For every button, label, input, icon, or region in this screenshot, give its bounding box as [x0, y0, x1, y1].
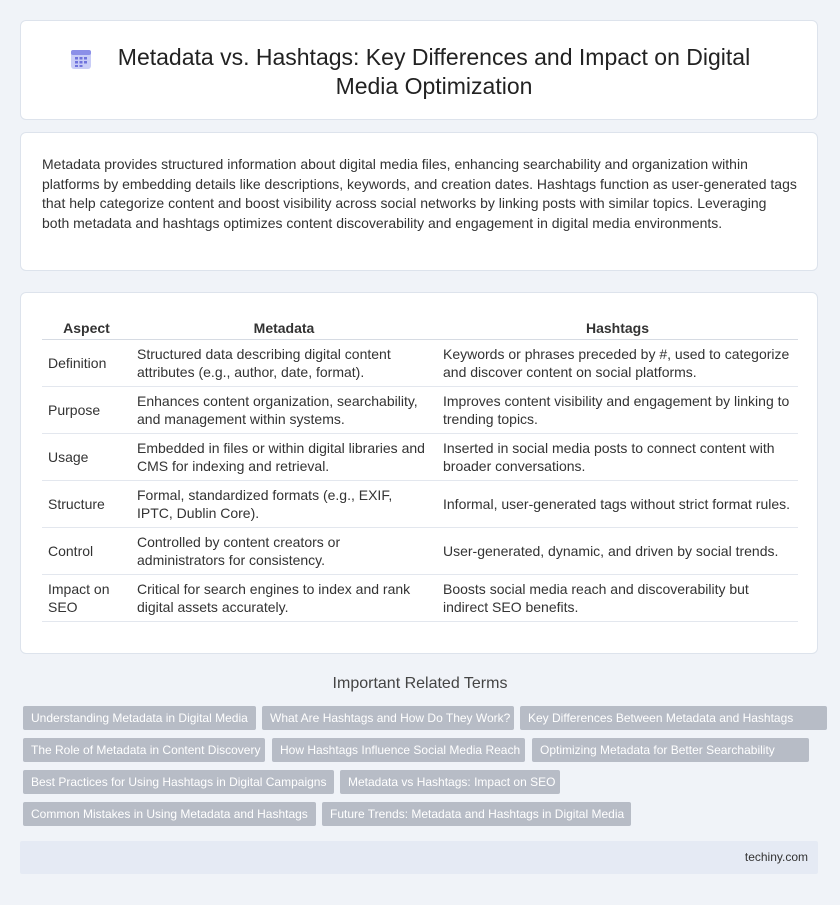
- cell-aspect: Control: [42, 528, 131, 575]
- page-title: Metadata vs. Hashtags: Key Differences and Impact on Digital Media Optimization: [117, 44, 751, 99]
- footer: [20, 841, 818, 874]
- cell-hashtags: Inserted in social media posts to connect content with broader conversations.: [437, 434, 798, 481]
- table-row: [42, 481, 798, 528]
- related-tag[interactable]: Key Differences Between Metadata and Hashtags: [520, 706, 827, 730]
- related-tag[interactable]: Metadata vs Hashtags: Impact on SEO: [340, 770, 560, 794]
- related-tag[interactable]: How Hashtags Influence Social Media Reach: [272, 738, 525, 762]
- cell-metadata: Enhances content organization, searchability, and management within systems.: [131, 387, 437, 434]
- cell-hashtags: Keywords or phrases preceded by #, used to categorize and discover content on social platforms.: [437, 340, 798, 387]
- table-row: [42, 528, 798, 575]
- cell-metadata: Formal, standardized formats (e.g., EXIF, IPTC, Dublin Core).: [131, 481, 437, 528]
- cell-aspect: Structure: [42, 481, 131, 528]
- cell-aspect: Impact on SEO: [42, 575, 131, 622]
- related-tag[interactable]: Common Mistakes in Using Metadata and Hashtags: [23, 802, 316, 826]
- table-row: [42, 387, 798, 434]
- table-row: [42, 434, 798, 481]
- header-aspect: Aspect: [42, 315, 131, 340]
- intro-card: [20, 132, 818, 271]
- intro-paragraph: Metadata provides structured information about digital media files, enhancing searchability and organization within platforms by embedding details like descriptions, keywords, and creation dates. Hashtags function as user-generated tags that help categorize content and boost visibility across social networks by linking posts with similar topics. Leveraging both metadata and hashtags optimizes content discoverability and engagement in digital media environments.: [42, 156, 797, 231]
- related-tag[interactable]: What Are Hashtags and How Do They Work?: [262, 706, 514, 730]
- related-tag[interactable]: Future Trends: Metadata and Hashtags in Digital Media: [322, 802, 631, 826]
- cell-hashtags: Informal, user-generated tags without strict format rules.: [437, 481, 798, 528]
- comparison-table-card: [20, 292, 818, 654]
- cell-hashtags: User-generated, dynamic, and driven by social trends.: [437, 528, 798, 575]
- cell-aspect: Definition: [42, 340, 131, 387]
- related-tag[interactable]: Optimizing Metadata for Better Searchability: [532, 738, 809, 762]
- cell-hashtags: Improves content visibility and engagement by linking to trending topics.: [437, 387, 798, 434]
- cell-metadata: Controlled by content creators or administrators for consistency.: [131, 528, 437, 575]
- cell-aspect: Purpose: [42, 387, 131, 434]
- header-card: [20, 20, 818, 120]
- table-row: [42, 340, 798, 387]
- cell-metadata: Embedded in files or within digital libraries and CMS for indexing and retrieval.: [131, 434, 437, 481]
- table-header-row: [42, 315, 798, 340]
- comparison-table: [42, 315, 798, 622]
- cell-metadata: Critical for search engines to index and rank digital assets accurately.: [131, 575, 437, 622]
- header-metadata: Metadata: [131, 315, 437, 340]
- cell-metadata: Structured data describing digital content attributes (e.g., author, date, format).: [131, 340, 437, 387]
- related-terms-title: Important Related Terms: [332, 675, 508, 692]
- cell-aspect: Usage: [42, 434, 131, 481]
- related-tag[interactable]: Best Practices for Using Hashtags in Digital Campaigns: [23, 770, 334, 794]
- table-row: [42, 575, 798, 622]
- header-hashtags: Hashtags: [437, 315, 798, 340]
- related-tag[interactable]: Understanding Metadata in Digital Media: [23, 706, 256, 730]
- footer-site-name[interactable]: techiny.com: [744, 850, 808, 864]
- related-tag[interactable]: The Role of Metadata in Content Discovery: [23, 738, 265, 762]
- cell-hashtags: Boosts social media reach and discoverability but indirect SEO benefits.: [437, 575, 798, 622]
